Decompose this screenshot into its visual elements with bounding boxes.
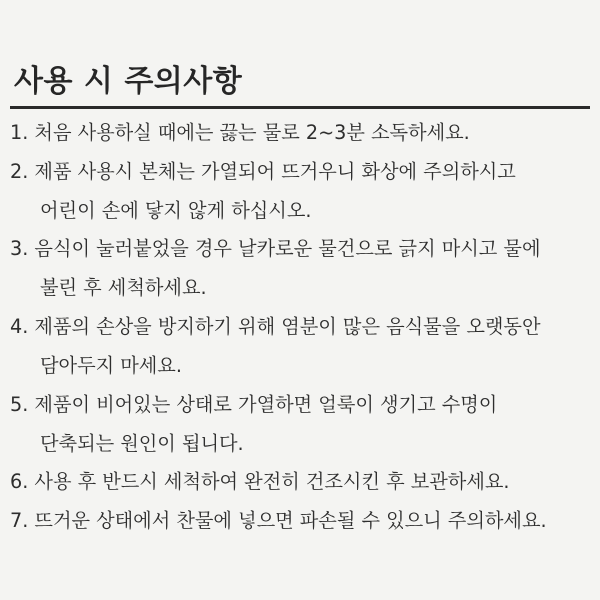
list-item-3-line-1: 3. 음식이 눌러붙었을 경우 날카로운 물건으로 긁지 마시고 물에 xyxy=(10,237,541,260)
list-item-2-line-1: 2. 제품 사용시 본체는 가열되어 뜨거우니 화상에 주의하시고 xyxy=(10,160,516,183)
list-item-3-line-2: 불린 후 세척하세요. xyxy=(40,276,207,299)
title-underline xyxy=(10,106,590,109)
list-item-4-line-2: 담아두지 마세요. xyxy=(40,354,182,377)
list-item-5-line-2: 단축되는 원인이 됩니다. xyxy=(40,432,244,455)
list-item-2-line-2: 어린이 손에 닿지 않게 하십시오. xyxy=(40,199,312,222)
list-item-5-line-1: 5. 제품이 비어있는 상태로 가열하면 얼룩이 생기고 수명이 xyxy=(10,393,498,416)
list-item-1-line-1: 1. 처음 사용하실 때에는 끓는 물로 2~3분 소독하세요. xyxy=(10,121,470,144)
list-item-6-line-1: 6. 사용 후 반드시 세척하여 완전히 건조시킨 후 보관하세요. xyxy=(10,470,510,493)
page-title: 사용 시 주의사항 xyxy=(14,64,243,99)
list-item-4-line-1: 4. 제품의 손상을 방지하기 위해 염분이 많은 음식물을 오랫동안 xyxy=(10,315,541,338)
list-item-7-line-1: 7. 뜨거운 상태에서 찬물에 넣으면 파손될 수 있으니 주의하세요. xyxy=(10,509,547,532)
